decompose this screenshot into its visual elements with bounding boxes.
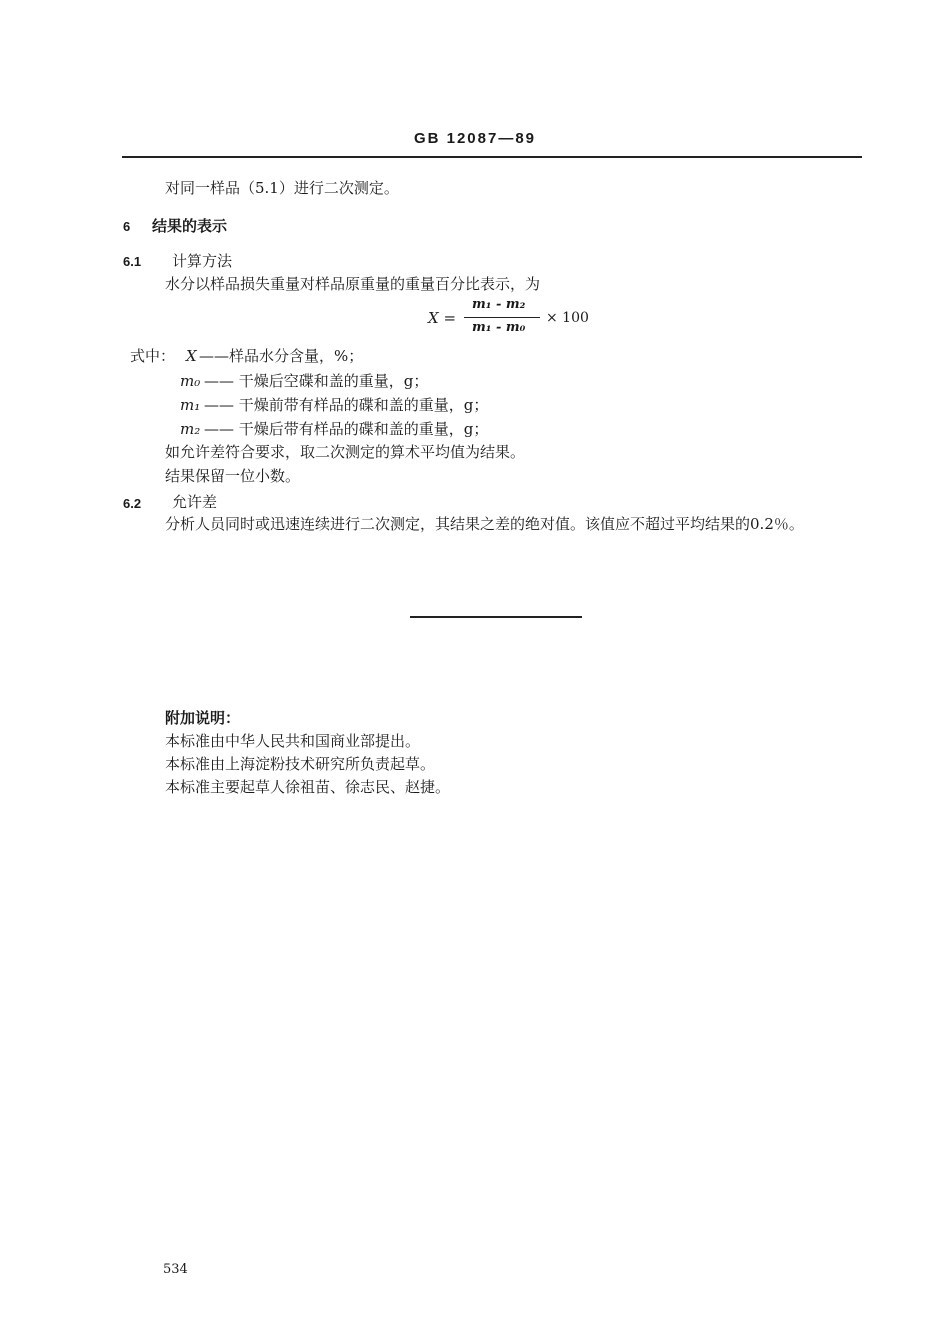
appendix-line-1: 本标准由中华人民共和国商业部提出。 bbox=[165, 732, 421, 750]
var-m0-desc: —— 干燥后空碟和盖的重量，g； bbox=[204, 372, 429, 390]
var-m1-desc: —— 干燥前带有样品的碟和盖的重量，g； bbox=[204, 396, 489, 414]
appendix-line-3: 本标准主要起草人徐祖苗、徐志民、赵捷。 bbox=[165, 778, 451, 796]
formula-multiplier: × 100 bbox=[546, 310, 589, 326]
where-label: 式中： bbox=[130, 347, 176, 365]
intro-line: 对同一样品（5.1）进行二次测定。 bbox=[165, 179, 399, 197]
formula-lhs: X = bbox=[428, 309, 457, 327]
appendix-title: 附加说明： bbox=[165, 709, 241, 727]
section-6-number: 6 bbox=[123, 219, 131, 234]
standard-code-header: GB 12087—89 bbox=[413, 130, 537, 147]
formula-numerator: m₁ - m₂ bbox=[472, 297, 526, 312]
section-6-1-title: 计算方法 bbox=[172, 252, 233, 270]
var-m2-desc: —— 干燥后带有样品的碟和盖的重量，g； bbox=[204, 420, 489, 438]
page-number: 534 bbox=[163, 1262, 188, 1277]
var-m0-symbol: m₀ bbox=[180, 372, 201, 390]
section-6-title: 结果的表示 bbox=[152, 217, 228, 235]
result-line-1: 如允许差符合要求，取二次测定的算术平均值为结果。 bbox=[165, 443, 526, 461]
var-m2-symbol: m₂ bbox=[180, 420, 201, 438]
formula-denominator: m₁ - m₀ bbox=[472, 320, 526, 335]
header-rule bbox=[122, 156, 862, 158]
appendix-line-2: 本标准由上海淀粉技术研究所负责起草。 bbox=[165, 755, 436, 773]
section-6-1-number: 6.1 bbox=[123, 254, 142, 269]
section-6-2-text: 分析人员同时或迅速连续进行二次测定，其结果之差的绝对值。该值应不超过平均结果的0.2％。 bbox=[165, 515, 804, 533]
fraction-bar bbox=[464, 317, 540, 318]
section-6-2-number: 6.2 bbox=[123, 496, 142, 511]
section-6-2-title: 允许差 bbox=[172, 493, 218, 511]
var-m1-symbol: m₁ bbox=[180, 396, 201, 414]
var-x-desc: ——样品水分含量，%； bbox=[199, 347, 364, 365]
end-rule bbox=[410, 616, 582, 618]
result-line-2: 结果保留一位小数。 bbox=[165, 467, 301, 485]
section-6-1-text: 水分以样品损失重量对样品原重量的重量百分比表示，为 bbox=[165, 275, 541, 293]
var-x-symbol: X bbox=[186, 347, 197, 365]
